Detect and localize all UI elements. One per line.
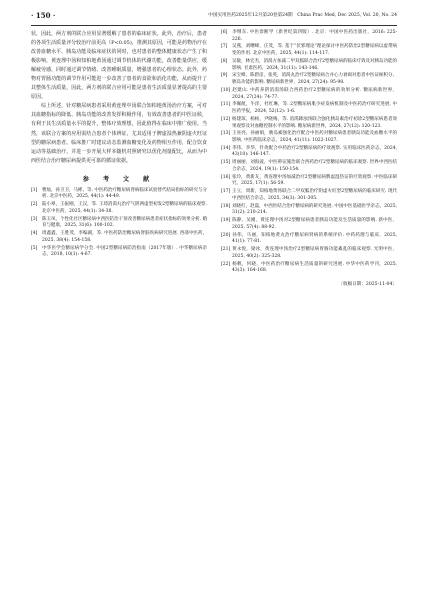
reference-item <box>221 88 397 101</box>
reference-text: 杨帆，何晓，中医药治疗糖尿病生活质量的研究进展. 中华中医药学刊，2025, 43(3): 164-168. <box>232 261 397 274</box>
reference-item <box>221 189 397 202</box>
reference-text: 吴燕，刘曙峰，庄茂，等. 基于“伏邪理论”理论探讨中医药防治2型糖尿病以虚带病变的作用. 北京中医药，2025, 44(1): 114-117. <box>232 44 397 57</box>
reference-item <box>221 204 397 217</box>
page-header <box>31 11 397 23</box>
reference-number: [16] <box>221 174 231 180</box>
body-paragraph: 状，因此，两方剂的联合应用显著缓解了患者的临床症状。此外，治疗后，患者的各项生活质量评分较治疗前更高（P<0.05)，推测其原因，可能是药物治疗在改善血糖水平、胰岛功能及临床症状的同时，也对患者的整体健康状态产生了积极影响，黄连理中汤和知柏地黄汤通过调节机体的代谢功能，改善能量供应，缓解疲劳感，同时通过调节情绪、改善睡眠质量，增强患者的心理状态。此外，药物对胃肠功能的调节作用可能进一步改善了患者的食欲和消化功能，从而提升了其整体生活质量，因此，两方剂的联合应用可能是患者生活质量显著提高的主要原因。 <box>31 31 207 101</box>
reference-text: 陆小翠，王振刚，王汉，等. 王琦消渴丸治疗气阴两虚型初发2型糖尿病的临床观察. 北京中医药，2025, 44(1): 34-38. <box>42 202 207 214</box>
references-heading: 参 考 文 献 <box>82 175 156 183</box>
reference-text: 吴敏，林宏杰，消渴方加减二甲双胍联合治疗2型糖尿病的临床疗效及对胰岛功能的影响. 甘肃医药，2024, 31(11): 143-146. <box>232 58 397 71</box>
reference-number: [4] <box>31 231 38 237</box>
reference-number: [10] <box>221 87 231 93</box>
received-date: 〔收稿日期：2025-11-04〕 <box>338 281 397 287</box>
reference-item <box>221 146 397 159</box>
reference-text: 周丽丽，刘海波，中医辨证施治联合西药治疗2型糖尿病的临床观察. 世界中西医结合杂志，2024, 19(1): 150-154. <box>232 160 397 172</box>
reference-item <box>31 202 207 215</box>
reference-item <box>221 131 397 144</box>
reference-number: [14] <box>221 145 231 151</box>
journal-running-title: 中国实用医药2025年12月第20卷第24期 China Prac Med, Dec 2025, Vol. 20, No. 24 <box>208 13 397 18</box>
reference-text: 张玲，黄新友，黄连理中汤加减治疗2型糖尿病脾虚湿热证的疗效观察. 中医临床研究，2025, 17(1): 56-59. <box>232 174 397 187</box>
reference-item <box>221 30 397 43</box>
reference-number: [22] <box>221 261 231 267</box>
reference-item <box>221 218 397 231</box>
reference-item <box>221 247 397 260</box>
reference-text: 李伟，李华，针灸配合中药治疗2型糖尿病的疗效观察. 实用临床医药杂志，2024, 43(10): 146-147. <box>232 145 397 158</box>
left-column <box>31 30 207 260</box>
reference-number: [18] <box>221 203 231 209</box>
reference-item <box>221 262 397 275</box>
reference-number: [3] <box>31 216 38 222</box>
reference-text: 王亮亮，孙丽娟，胰岛素强化治疗配合中医药对糖尿病患者胰岛功能及血糖水平的影响. 中医药临床杂志，2024, 41(11): 1022-1027. <box>232 131 397 143</box>
reference-item <box>221 102 397 115</box>
reference-number: [11] <box>221 102 231 108</box>
reference-text: 王立，周新，知柏地黄汤联合二甲双胍治疗阴虚火旺型2型糖尿病的临床研究. 现代中西医结合杂志，2025, 34(3): 301-305. <box>232 189 397 201</box>
reference-item <box>31 246 207 259</box>
reference-number: [9] <box>221 73 228 79</box>
reference-text: 中华医学会糖尿病学分会. 中国2型糖尿病防治指南（2017年版）. 中华糖尿病杂志，2018, 10(1): 4-67. <box>42 245 207 258</box>
reference-text: 赵建山. 中药养阴消渴汤联合西药治疗2型糖尿病的效果分析. 糖尿病新世界，2024, 27(24): 74-77. <box>232 87 397 100</box>
reference-text: 曹灿，孙卫卫，马彬，等. 中医药治疗糖尿病肾病临床试验替代结局指标的研究与分析. 北京中医药，2025, 44(1): 44-49. <box>42 187 207 200</box>
reference-number: [8] <box>221 58 228 64</box>
reference-number: [13] <box>221 131 231 137</box>
reference-item <box>221 73 397 86</box>
right-column <box>221 30 397 287</box>
reference-number: [7] <box>221 44 228 50</box>
reference-item <box>221 175 397 188</box>
reference-text: 陈玉凤，个性化社区糖尿病中西医防治干预改善糖尿病患者症状指标的效果分析. 婚育与健康，2025, 31(6): 100-102. <box>42 216 207 229</box>
reference-text: 黄永悦，梁冰，黄连理中汤治疗2型糖尿病胃肠功能紊乱的临床观察. 光明中医，2025, 40(2): 325-328. <box>232 247 397 259</box>
reference-item <box>31 217 207 230</box>
reference-text: 刘晓红，赵磊，中西医结合治疗糖尿病的研究进展. 中国中医基础医学杂志，2025, 31(2): 210-214. <box>232 203 397 216</box>
reference-text: 李继东. 中医诊断学（新世纪第四版）. 北京：中国中医药出版社，2016: 225-226. <box>232 30 397 42</box>
reference-text: 李佩航，牛洋，杜红琳，等. 2型糖尿病肌少症发病机制及中医药治疗研究进展. 中医药学报，2024, 52(12): 1-6. <box>232 102 397 115</box>
reference-item <box>221 160 397 173</box>
reference-number: [6] <box>221 30 228 35</box>
reference-text: 陈静，吴刚，黄连理中汤对2型糖尿病患者胰岛功能及生活质量的影响. 新中医，2025, 57(4): 88-92. <box>232 218 397 230</box>
reference-item <box>221 117 397 130</box>
reference-number: [12] <box>221 116 231 122</box>
reference-item <box>221 233 397 246</box>
reference-number: [1] <box>31 187 38 193</box>
reference-number: [19] <box>221 218 231 224</box>
reference-text: 杨建琼，杨杨，尹晓梅，等. 消渴降浊汤联合强化胰岛素治疗初诊2型糖尿病患者效果观察及对血糖控制水平的影响. 糖尿病新世界，2024, 27(12): 120-123. <box>232 116 397 129</box>
reference-text: 周鑫鑫，王胜茂，李编湖，等. 中医药防治糖尿病肾脏疾病研究进展. 西部中医药，2025, 38(4): 154-158. <box>42 231 207 243</box>
reference-item <box>31 188 207 201</box>
reference-number: [20] <box>221 232 231 238</box>
reference-number: [2] <box>31 202 38 208</box>
body-paragraph: 综上所述，针对糖尿病患者采用黄连理中汤联合知柏地黄汤治疗方案，可对其血糖指标的降低、胰岛功能的改善发挥积极作用，有效改善患者的中医证候，有利于其生活质量水平的提升，整体疗效理想，因此值得在临床中推广使用。当然，该联合方案的应用需结合患者个体辨证，尤其适用于脾虚湿热兼阴虚火旺证型的糖尿病患者。临床推广时建议动态监测血糖变化及药物相互作用，配合饮食运动等基础治疗，并进一步开展大样本随机对照研究以优化剂量配比，从而为中西医结合治疗糖尿病提供更可靠的循证依据。 <box>31 103 207 164</box>
reference-item <box>221 59 397 72</box>
reference-number: [15] <box>221 160 231 166</box>
reference-text: 孙伟，马丽，知柏地黄丸治疗糖尿病肾病的系统评价. 中药药理与临床，2025, 41(1): 77-81. <box>232 232 397 245</box>
reference-number: [17] <box>221 189 231 195</box>
reference-item <box>221 44 397 57</box>
page-number: · 150 · <box>31 11 56 20</box>
reference-number: [5] <box>31 245 38 251</box>
reference-number: [21] <box>221 247 231 253</box>
header-rule <box>31 25 397 26</box>
reference-text: 宋宝峰，陈碧彦，张英，消渴丸治疗2型糖尿病合并心力衰竭对患者中医证候积分、胰岛功能的影响. 糖尿病新世界，2024, 27(24): 95-98. <box>232 73 397 86</box>
reference-item <box>31 231 207 244</box>
